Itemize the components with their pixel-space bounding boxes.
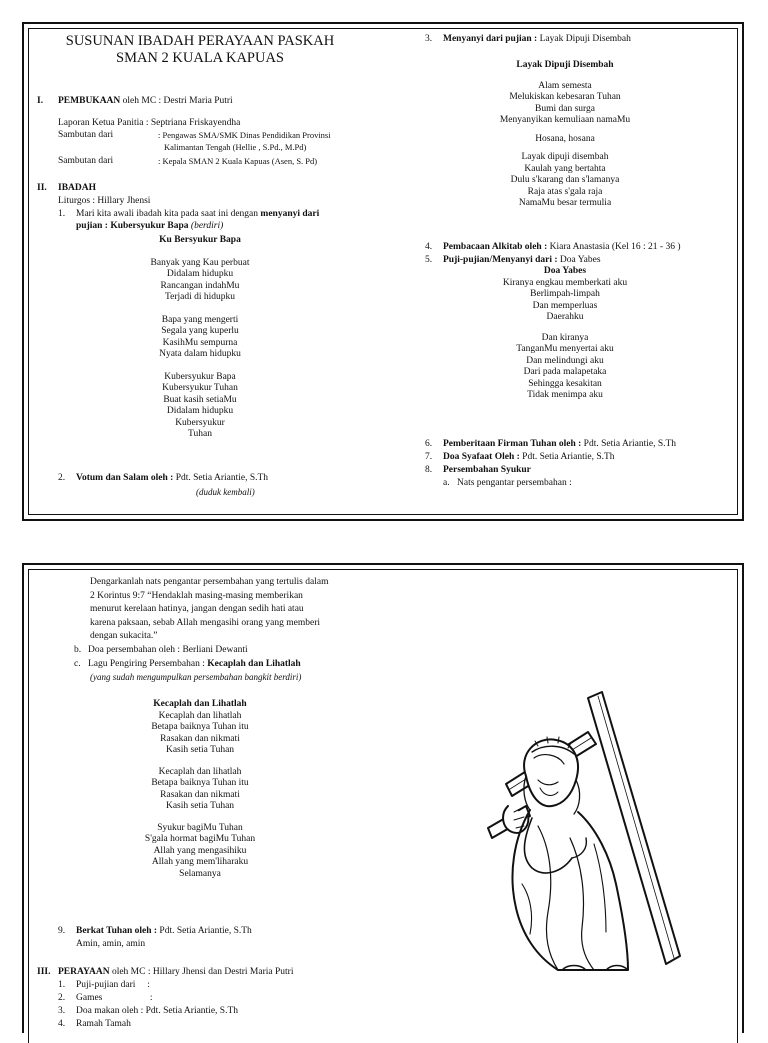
item-6-pemberitaan — [425, 438, 676, 450]
item-label: Votum dan Salam oleh : — [76, 473, 174, 483]
lyric-line: Rancangan indahMu — [160, 280, 240, 291]
document-title — [30, 33, 370, 67]
perayaan-item-3 — [58, 1005, 238, 1017]
lyric-line: Dan memperluas — [532, 300, 598, 311]
item-number: b. — [74, 645, 82, 655]
item-value: Pdt. Setia Ariantie, S.Th — [173, 473, 269, 483]
section-heading: PEMBUKAAN — [58, 96, 121, 106]
title-line-1: SUSUNAN IBADAH PERAYAAN PASKAH — [65, 33, 335, 49]
item-number: 9. — [58, 926, 66, 936]
title-line-2: SMAN 2 KUALA KAPUAS — [116, 50, 284, 66]
item-value: Pdt. Setia Ariantie, S.Th — [581, 439, 677, 449]
item-label: Menyanyi dari pujian : — [443, 34, 538, 44]
lyric-line: Terjadi di hidupku — [164, 292, 236, 302]
nats-line: 2 Korintus 9:7 “Hendaklah masing-masing memberikan — [90, 590, 303, 601]
item-3-menyanyi — [425, 33, 631, 45]
lyric-line: S'gala hormat bagiMu Tuhan — [144, 834, 256, 844]
item-text: Ramah Tamah — [76, 1019, 131, 1029]
item-9-berkat — [58, 925, 252, 937]
lyric-line: Bapa yang mengerti — [161, 314, 239, 325]
item-2-note: (duduk kembali) — [196, 487, 255, 497]
lyric-line: Hosana, hosana — [535, 133, 595, 144]
item-label: Puji-pujian/Menyanyi dari : — [443, 255, 558, 265]
item-text: Doa persembahan oleh : Berliani Dewanti — [88, 645, 248, 655]
jesus-carrying-cross-illustration — [478, 688, 688, 978]
item-number: 2. — [58, 473, 66, 483]
song-layak-dipuji-disembah — [465, 60, 665, 210]
item-value: Kiara Anastasia (Kel 16 : 21 - 36 ) — [547, 242, 681, 252]
lyric-line: KasihMu sempurna — [162, 337, 238, 348]
lyric-line: Tidak menimpa aku — [527, 390, 603, 400]
section-heading: PERAYAAN — [58, 967, 110, 977]
lyric-line: Allah yang mem'liharaku — [151, 857, 249, 867]
section-number: II. — [37, 183, 47, 193]
item-number: 8. — [425, 465, 433, 475]
lyric-line: Rasakan dan nikmati — [160, 789, 240, 800]
lyric-line: Banyak yang Kau perbuat — [150, 257, 250, 268]
lyric-line: TanganMu menyertai aku — [516, 344, 614, 354]
lyric-line: Selamanya — [179, 868, 221, 879]
perayaan-item-2 — [58, 992, 153, 1004]
item-text: Puji-pujian dari : — [76, 980, 150, 990]
lyric-line: Buat kasih setiaMu — [163, 394, 237, 405]
lyric-line: Kubersyukur Bapa — [164, 371, 236, 382]
item-8a-nats — [443, 477, 572, 489]
lyric-line: Dari pada malapetaka — [523, 367, 607, 377]
item-label: Pembacaan Alkitab oleh : — [443, 242, 548, 252]
item-1-line-1 — [58, 208, 319, 220]
lyric-line: Nyata dalam hidupku — [159, 349, 241, 359]
item-7-doa-syafaat — [425, 451, 615, 463]
section-pembukaan — [37, 95, 233, 107]
item-1-text: Mari kita awali ibadah kita pada saat ini dengan — [76, 209, 261, 219]
sambutan-2-value: : Kepala SMAN 2 Kuala Kapuas (Asen, S. Pd) — [158, 156, 318, 166]
song-ku-bersyukur-bapa — [100, 235, 300, 441]
item-4-pembacaan — [425, 241, 680, 253]
item-value: Pdt. Setia Ariantie, S.Th — [157, 926, 252, 936]
sambutan-1-value: : Pengawas SMA/SMK Dinas Pendidikan Provinsi — [158, 130, 331, 140]
item-number: 7. — [425, 452, 433, 462]
item-number: 4. — [425, 242, 433, 252]
item-2-votum — [58, 472, 268, 484]
lyric-line: Kasih setia Tuhan — [165, 801, 235, 811]
section-number: III. — [37, 967, 51, 977]
sambutan-1-label: Sambutan dari — [58, 130, 114, 140]
lyric-line: Menyanyikan kemuliaan namaMu — [499, 115, 631, 125]
lyric-line: Sehingga kesakitan — [528, 378, 602, 389]
lyric-line: Kaulah yang bertahta — [524, 163, 606, 174]
item-c-lagu-pengiring — [74, 658, 301, 670]
item-value: Pdt. Setia Ariantie, S.Th — [519, 452, 615, 462]
lyric-line: Didalam hidupku — [166, 406, 234, 416]
item-8-persembahan — [425, 464, 531, 476]
item-9-amin: Amin, amin, amin — [76, 939, 146, 949]
lyric-line: Berlimpah-limpah — [530, 289, 600, 299]
song-title: Doa Yabes — [543, 266, 587, 276]
lyric-line: Syukur bagiMu Tuhan — [157, 822, 243, 833]
lyric-line: Dan melindungi aku — [526, 355, 604, 366]
sambutan-1-value-2: Kalimantan Tengah (Hellie , S.Pd., M.Pd) — [164, 142, 307, 152]
item-label: Berkat Tuhan oleh : — [76, 926, 158, 936]
lyric-line: Alam semesta — [538, 80, 592, 91]
item-text: Lagu Pengiring Persembahan : — [88, 659, 208, 669]
item-1-song: pujian : Kubersyukur Bapa — [76, 221, 189, 231]
lyric-line: Kecaplah dan lihatlah — [158, 766, 242, 777]
lyric-line: Daerahku — [546, 312, 584, 322]
song-doa-yabes — [465, 266, 665, 402]
section-mc: oleh MC : Destri Maria Putri — [120, 96, 233, 106]
item-1-line-2 — [76, 220, 223, 232]
section-heading: IBADAH — [58, 183, 97, 193]
item-number: 4. — [58, 1019, 66, 1029]
sambutan-2-label: Sambutan dari — [58, 156, 114, 166]
lyric-line: Raja atas s'gala raja — [527, 186, 603, 197]
item-number: 2. — [58, 993, 66, 1003]
nats-line: menurut kerelaan hatinya, jangan dengan sedih hati atau — [90, 604, 304, 614]
lyric-line: Didalam hidupku — [166, 269, 234, 279]
item-number: 3. — [58, 1006, 66, 1016]
laporan-ketua: Laporan Ketua Panitia : Septriana Friskayendha — [58, 118, 241, 128]
nats-line: Dengarkanlah nats pengantar persembahan yang tertulis dalam — [90, 577, 329, 587]
nats-line: dengan sukacita.” — [90, 631, 158, 641]
lyric-line: Betapa baiknya Tuhan itu — [151, 722, 249, 732]
item-number: 3. — [425, 34, 433, 44]
lyric-line: Kecaplah dan lihatlah — [158, 710, 242, 721]
perayaan-item-4 — [58, 1018, 131, 1030]
item-1-note: (berdiri) — [188, 221, 224, 231]
item-value: Doa Yabes — [557, 255, 601, 265]
item-label: Pemberitaan Firman Tuhan oleh : — [443, 439, 582, 449]
lyric-line: Tuhan — [188, 429, 212, 439]
song-kecaplah-dan-lihatlah — [100, 699, 300, 880]
song-title: Ku Bersyukur Bapa — [159, 235, 241, 245]
nats-line: karena paksaan, sebab Allah mengasihi orang yang memberi — [90, 617, 321, 628]
lyric-line: Layak dipuji disembah — [521, 152, 609, 162]
item-label: Doa Syafaat Oleh : — [443, 452, 520, 462]
lyric-line: Betapa baiknya Tuhan itu — [151, 778, 249, 788]
item-label: Persembahan Syukur — [443, 465, 531, 475]
item-1-bold: menyanyi dari — [260, 209, 320, 219]
item-number: a. — [443, 478, 450, 488]
lyric-line: Allah yang mengasihiku — [153, 845, 247, 856]
item-song: Kecaplah dan Lihatlah — [207, 659, 301, 669]
item-text: Doa makan oleh : Pdt. Setia Ariantie, S.Th — [76, 1006, 239, 1016]
item-number: c. — [74, 659, 81, 669]
nats-persembahan — [90, 576, 328, 644]
lyric-line: Kiranya engkau memberkati aku — [502, 277, 628, 288]
lyric-line: Melukiskan kebesaran Tuhan — [509, 92, 621, 102]
lyric-line: Kubersyukur — [175, 417, 225, 428]
lyric-line: Segala yang kuperlu — [161, 326, 239, 336]
lyric-line: Rasakan dan nikmati — [160, 733, 240, 744]
item-number: 6. — [425, 439, 433, 449]
section-number: I. — [37, 96, 44, 106]
item-text: Games : — [76, 993, 153, 1003]
item-5-puji-pujian — [425, 254, 601, 266]
song-title: Layak Dipuji Disembah — [516, 60, 614, 70]
item-b-doa-persembahan — [74, 644, 248, 656]
lyric-line: Kubersyukur Tuhan — [162, 383, 238, 393]
item-c-note: (yang sudah mengumpulkan persembahan bangkit berdiri) — [90, 672, 302, 682]
lyric-line: NamaMu besar termulia — [518, 198, 612, 208]
item-number: 1. — [58, 980, 66, 990]
section-ibadah — [37, 182, 96, 194]
section-mc: oleh MC : Hillary Jhensi dan Destri Maria Putri — [109, 967, 294, 977]
lyric-line: Bumi dan surga — [535, 103, 595, 114]
lyric-line: Dan kiranya — [541, 332, 589, 343]
liturgos: Liturgos : Hillary Jhensi — [58, 196, 151, 206]
lyric-line: Kasih setia Tuhan — [165, 745, 235, 755]
section-perayaan — [37, 966, 293, 978]
item-text: Nats pengantar persembahan : — [457, 478, 572, 488]
item-number: 5. — [425, 255, 433, 265]
song-title: Kecaplah dan Lihatlah — [153, 699, 247, 709]
item-value: Layak Dipuji Disembah — [537, 34, 631, 44]
lyric-line: Dulu s'karang dan s'lamanya — [510, 175, 620, 185]
perayaan-item-1 — [58, 979, 150, 991]
item-number: 1. — [58, 209, 66, 219]
